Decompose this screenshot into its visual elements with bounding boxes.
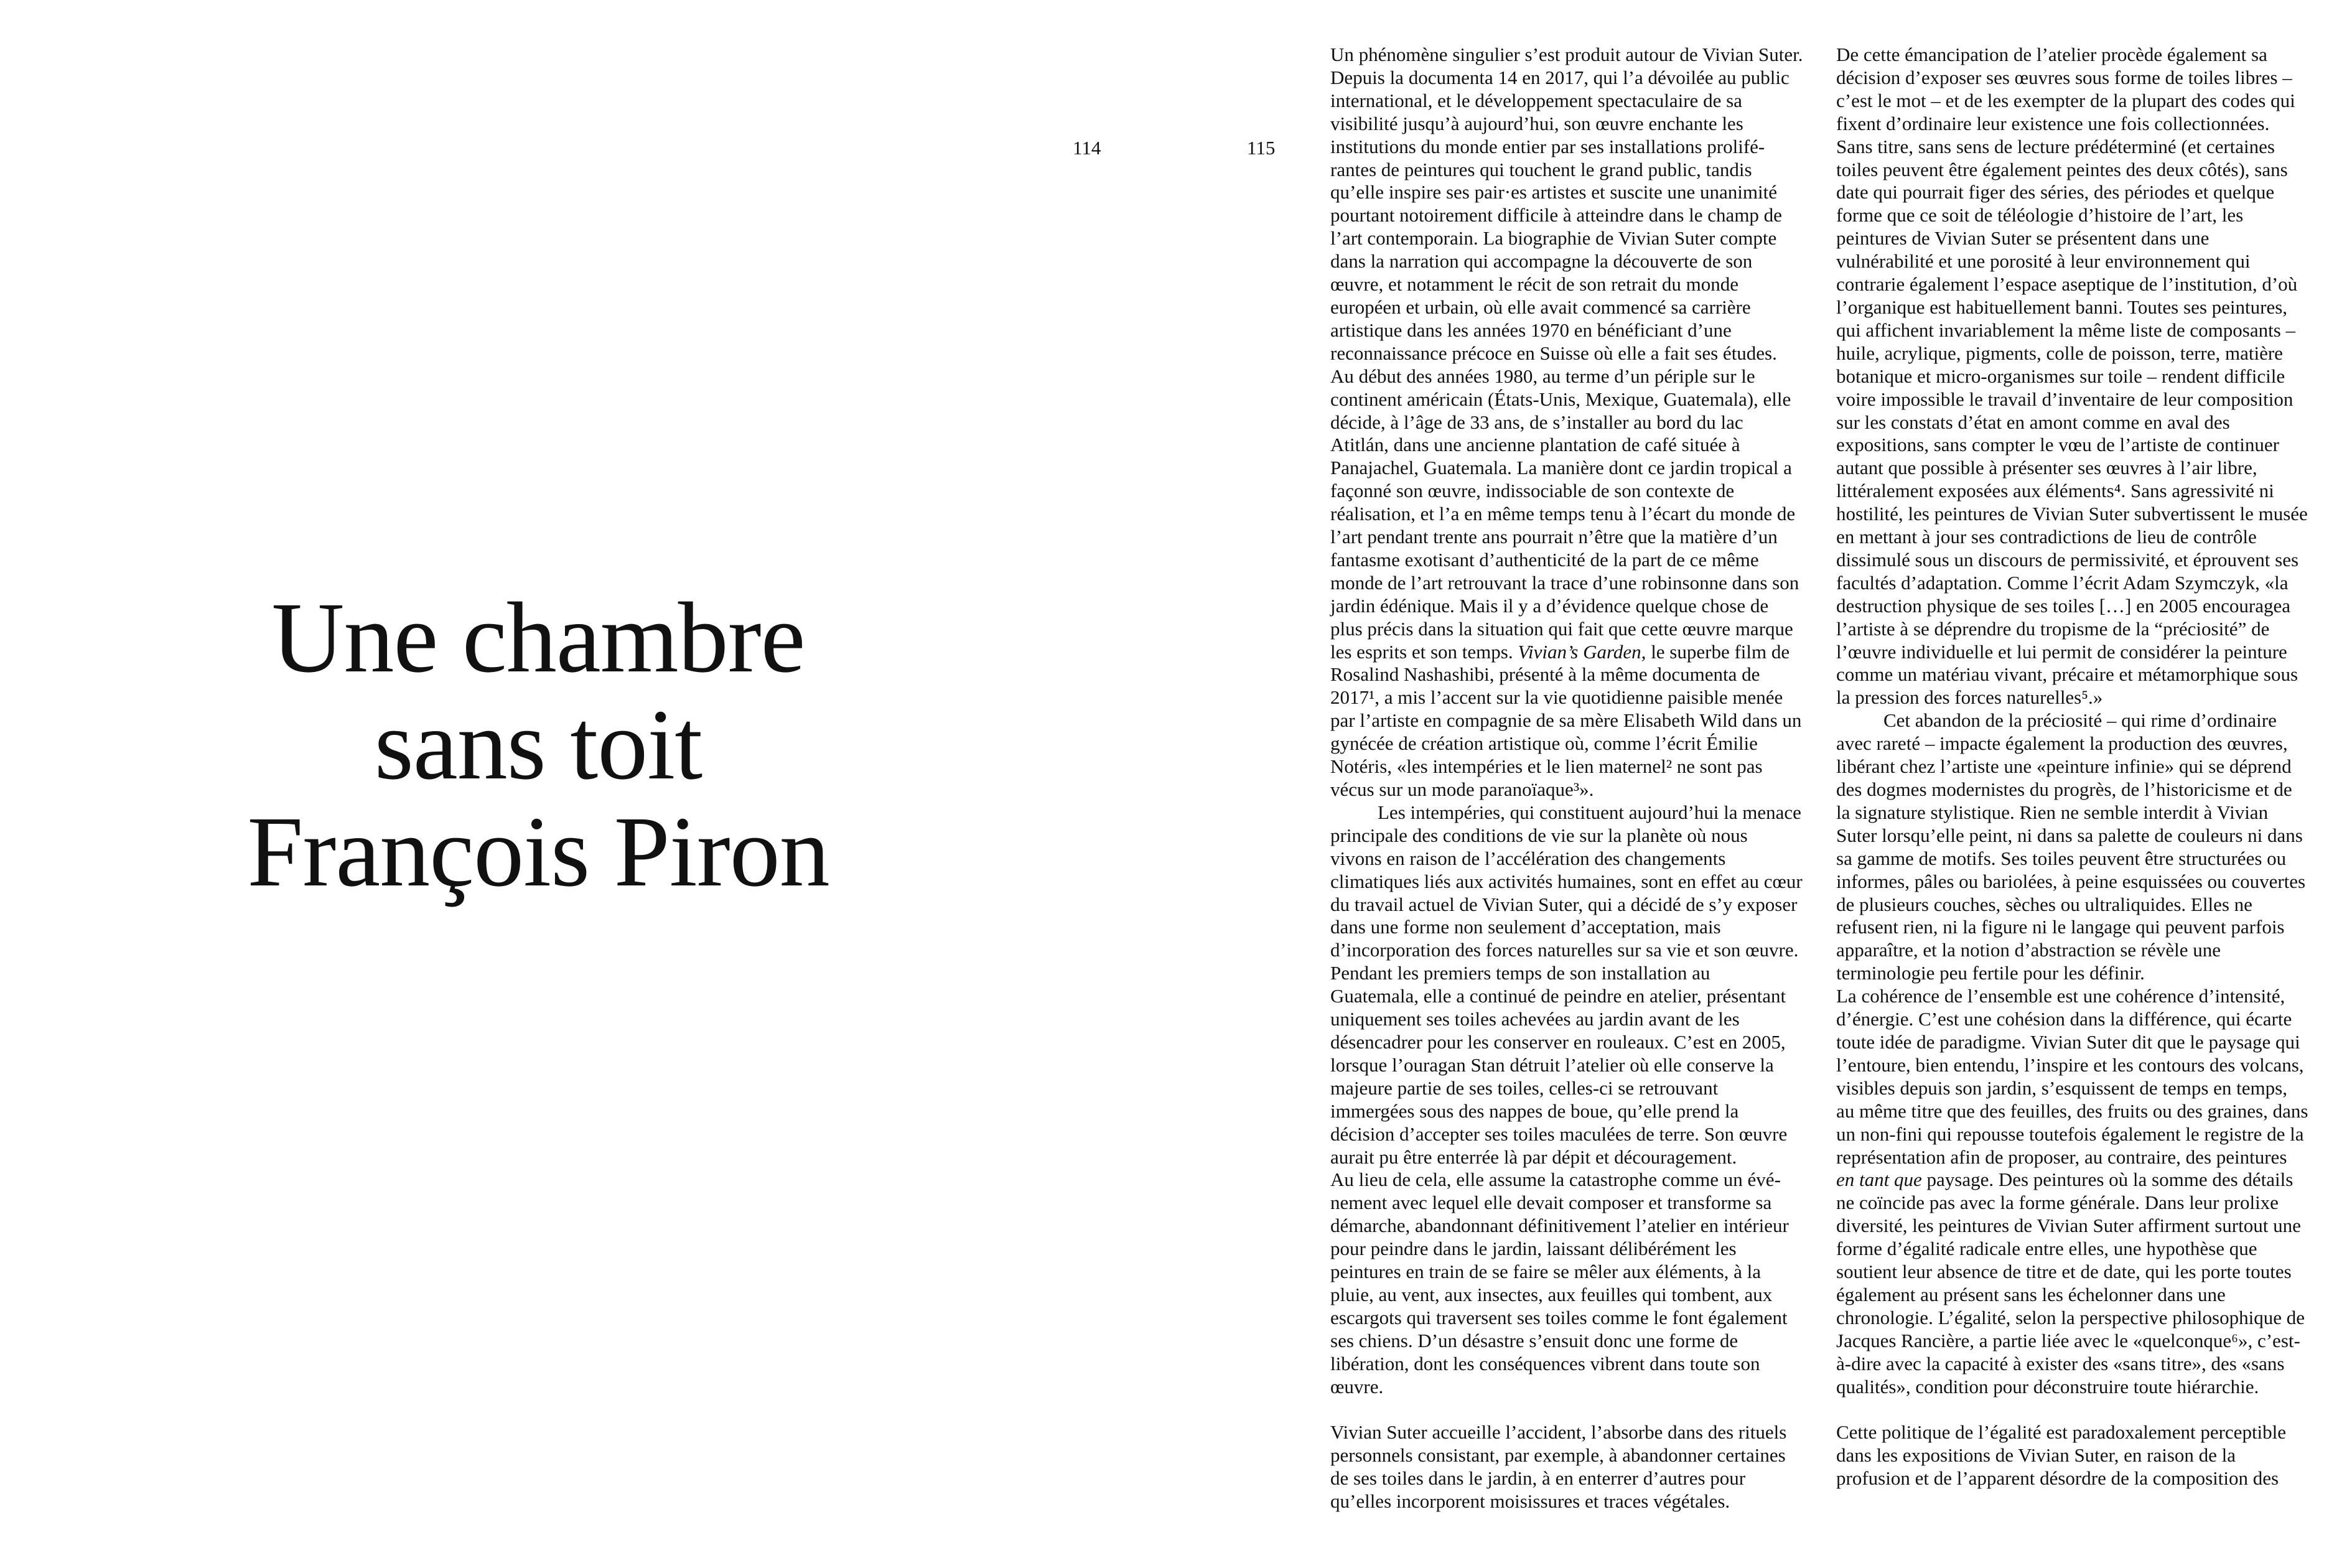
paragraph: De cette émancipation de l’atelier procède également sa décision d’exposer ses œuvres sous forme de toiles libres – c’est le mot – et de les exempter de la plupart des codes qui fixent d’ordinaire leur existence une fois collectionnées. Sans titre, sans sens de lecture prédéterminé (et certaines toiles peuvent être également peintes des deux côtés), sans date qui pourrait figer des séries, des périodes et quelque forme que ce soit de téléologie d’histoire de l’art, les peintures de Vivian Suter se présentent dans une vulnérabilité et une porosité à leur environnement qui contrarie également l’espace aseptique de l’institution, d’où l’organique est habituellement banni. Toutes ses peintures, qui affichent invariablement la même liste de composants – huile, acrylique, pigments, colle de poisson, terre, matière botanique et micro-organismes sur toile – rendent difficile voire impossible le travail d’inventaire de leur composition sur les constats d’état en amont comme en aval des expositions, sans compter le vœu de l’artiste de continuer autant que possible à présenter ses œuvres à l’air libre, littéralement exposées aux éléments⁴. Sans agressivité ni hostilité, les peintures de Vivian Suter subvertissent le musée en mettant à jour ses contradictions de lieu de contrôle dissimulé sous un discours de permissivité, et éprouvent ses facultés d’adaptation. Comme l’écrit Adam Szymczyk, «la destruction physique de ses toiles […] en 2005 encouragea l’artiste à se déprendre du tropisme de la “préciosité” de l’œuvre individuelle et lui permit de considérer la peinture comme un matériau vivant, précaire et métamorphique sous la pression des forces naturelles⁵.» (1836, 44, 2308, 709)
text-column-2 (1836, 44, 2309, 1490)
title-line-1: Une chambre (271, 582, 805, 694)
paragraph: Cette politique de l’égalité est paradoxalement perceptible dans les expositions de Vivian Suter, en raison de la profusion et de l’apparent désordre de la composition des (1836, 1421, 2287, 1490)
paragraph: Les intempéries, qui constituent aujourd’hui la menace principale des conditions de vie sur la planète où nous vivons en raison de l’accélération des changements climatiques liés aux activités humaines, sont en effet au cœur du travail actuel de Vivian Suter, qui a décidé de s’y exposer dans une forme non seulement d’acceptation, mais d’incorporation des forces naturelles sur sa vie et son œuvre. Pendant les premiers temps de son installation au Guatemala, elle a continué de peindre en atelier, présentant uniquement ses toiles achevées au jardin avant de les désencadrer pour les conserver en rouleaux. C’est en 2005, lorsque l’ouragan Stan détruit l’atelier où elle conserve la majeure partie de ses toiles, celles-ci se retrouvant immergées sous des nappes de boue, qu’elle prend la décision d’accepter ses toiles maculées de terre. Son œuvre aurait pu être enterrée là par dépit et découragement. (1330, 801, 1803, 1168)
paragraph: Vivian Suter accueille l’accident, l’absorbe dans des rituels personnels consistant, par exemple, à abandonner certaines de ses toiles dans le jardin, à en enterrer d’autres pour qu’elles incorporent moisissures et traces végétales. (1330, 1421, 1787, 1513)
title-line-2: sans toit (374, 689, 702, 801)
essay-title (124, 582, 952, 908)
paragraph: Cet abandon de la préciosité – qui rime d’ordinaire avec rareté – impacte également la production des œuvres, libérant chez l’artiste une «peinture infinie» qui se déprend des dogmes modernistes du progrès, de l’historicisme et de la signature stylistique. Rien ne semble interdit à Vivian Suter lorsqu’elle peint, ni dans sa palette de couleurs ni dans sa gamme de motifs. Ses toiles peuvent être structurées ou informes, pâles ou bariolées, à peine esquissées ou couvertes de plusieurs couches, sèches ou ultraliquides. Elles ne refusent rien, ni la figure ni le langage qui peuvent parfois apparaître, et la notion d’abstraction se révèle une terminologie peu fertile pour les définir. (1836, 709, 2306, 984)
emphasis: en tant que (1836, 1169, 1922, 1191)
paragraph: Un phénomène singulier s’est produit autour de Vivian Suter. Depuis la documenta 14 en 2017, qui l’a dévoilée au public international, et le développement spectaculaire de sa visibilité jusqu’à aujourd’hui, son œuvre enchante les institutions du monde entier par ses installations proliférantes de peintures qui touchent le grand public, tandis qu’elle inspire ses pair·es artistes et suscite une unanimité pourtant notoirement difficile à atteindre dans le champ de l’art contemporain. La biographie de Vivian Suter compte dans la narration qui accompagne la découverte de son œuvre, et notamment le récit de son retrait du monde européen et urbain, où elle avait commencé sa carrière artistique dans les années 1970 en bénéficiant d’une reconnaissance précoce en Suisse où elle a fait ses études. Au début des années 1980, au terme d’un périple sur le continent américain (États-Unis, Mexique, Guatemala), elle décide, à l’âge de 33 ans, de s’installer au bord du lac Atitlán, dans une ancienne plantation de café située à Panajachel, Guatemala. La manière dont ce jardin tropical a façonné son œuvre, indissociable de son contexte de réalisation, et l’a en même temps tenu à l’écart du monde de l’art pendant trente ans pourrait n’être que la matière d’un fantasme exotisant d’authenticité de la part de ce même monde de l’art retrouvant la trace d’une robinsonne dans son jardin édénique. Mais il y a d’évidence quelque chose de plus précis dans la situation qui fait que cette œuvre marque les esprits et son temps. Vivian’s Garden, le superbe film de Rosalind Nashashibi, présenté à la même documenta de 2017¹, a mis l’accent sur la vie quotidienne paisible menée par l’artiste en compagnie de sa mère Elisabeth Wild dans un gynécée de création artistique où, comme l’écrit Émilie Notéris, «les intempéries et le lien maternel² ne sont pas vécus sur un mode paranoïaque³». (1330, 44, 1803, 800)
author-name: François Piron (247, 796, 829, 908)
text-column-1 (1330, 44, 1803, 1513)
page-number-left: 114 (1073, 137, 1101, 159)
film-title: Vivian’s Garden, (1518, 640, 1646, 663)
paragraph: Au lieu de cela, elle assume la catastrophe comme un événement avec lequel elle devait composer et transforme sa démarche, abandonnant définitivement l’atelier en intérieur pour peindre dans le jardin, laissant délibérément les peintures en train de se faire se mêler aux éléments, à la pluie, au vent, aux insectes, aux feuilles qui tombent, aux escargots qui traversent ses toiles comme le font également ses chiens. D’un désastre s’ensuit donc une forme de libération, dont les conséquences vibrent dans toute son œuvre. (1330, 1169, 1789, 1398)
paragraph: La cohérence de l’ensemble est une cohérence d’intensité, d’énergie. C’est une cohésion dans la différence, qui écarte toute idée de paradigme. Vivian Suter dit que le paysage qui l’entoure, bien entendu, l’inspire et les contours des volcans, visibles depuis son jardin, s’esquissent de temps en temps, au même titre que des feuilles, des fruits ou des graines, dans un non-fini qui repousse toutefois également le registre de la représentation afin de proposer, au contraire, des peintures en tant que paysage. Des peintures où la somme des détails ne coïncide pas avec la forme générale. Dans leur prolixe diversité, les peintures de Vivian Suter affirment surtout une forme d’égalité radicale entre elles, une hypothèse que soutient leur absence de titre et de date, qui les porte toutes également au présent sans les échelonner dans une chronologie. L’égalité, selon la perspective philosophique de Jacques Rancière, a partie liée avec le «quelconque⁶», c’est-à-dire avec la capacité à exister des «sans titre», des «sans qualités», condition pour déconstruire toute hiérarchie. (1836, 985, 2308, 1398)
page-number-right: 115 (1247, 137, 1276, 159)
